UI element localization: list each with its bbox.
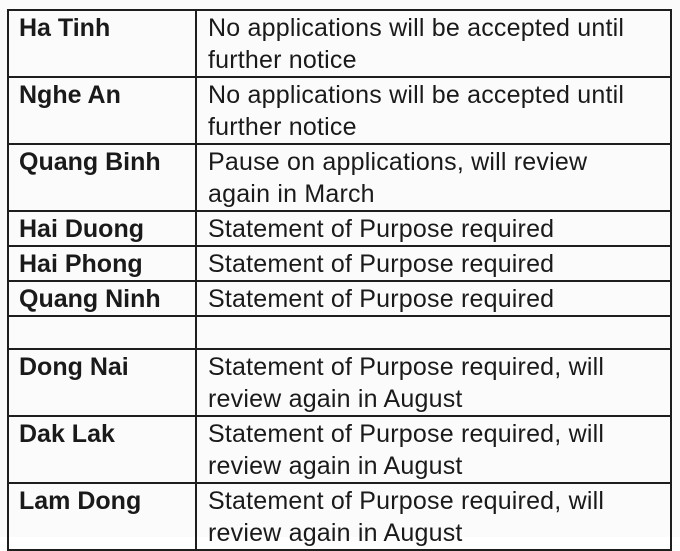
status-cell <box>196 281 671 316</box>
table-row <box>8 349 671 416</box>
province-policy-table <box>7 9 672 551</box>
province-cell: Hai Phong <box>8 246 196 281</box>
status-line: further notice <box>208 46 357 74</box>
status-line: Statement of Purpose required, will <box>208 353 605 381</box>
status-line: further notice <box>208 113 357 141</box>
status-line: review again in August <box>208 385 463 413</box>
table-row <box>8 281 671 316</box>
status-line: again in March <box>208 180 375 208</box>
status-line: Pause on applications, will review <box>208 148 588 176</box>
province-cell: Lam Dong <box>8 483 196 550</box>
status-cell <box>196 144 671 211</box>
status-cell <box>196 483 671 550</box>
table-row <box>8 144 671 211</box>
status-line: Statement of Purpose required <box>208 285 555 313</box>
province-cell: Ha Tinh <box>8 10 196 77</box>
status-cell <box>196 211 671 246</box>
status-line: No applications will be accepted until <box>208 14 625 42</box>
province-cell: Hai Duong <box>8 211 196 246</box>
table-row <box>8 77 671 144</box>
status-line: Statement of Purpose required, will <box>208 420 605 448</box>
table-row <box>8 211 671 246</box>
table-row-empty <box>8 316 671 349</box>
table-row <box>8 483 671 550</box>
status-line: Statement of Purpose required, will <box>208 487 605 515</box>
status-line: review again in August <box>208 452 463 480</box>
status-cell <box>196 246 671 281</box>
table-row <box>8 416 671 483</box>
status-cell <box>196 316 671 349</box>
status-line: Statement of Purpose required <box>208 250 555 278</box>
province-cell: Quang Binh <box>8 144 196 211</box>
province-cell: Quang Ninh <box>8 281 196 316</box>
status-line: review again in August <box>208 519 463 547</box>
province-cell: Nghe An <box>8 77 196 144</box>
status-line: No applications will be accepted until <box>208 81 625 109</box>
table-row <box>8 10 671 77</box>
status-cell <box>196 416 671 483</box>
province-cell: Dong Nai <box>8 349 196 416</box>
table-row <box>8 246 671 281</box>
status-cell <box>196 349 671 416</box>
province-cell: Dak Lak <box>8 416 196 483</box>
status-line: Statement of Purpose required <box>208 215 555 243</box>
status-cell <box>196 10 671 77</box>
status-cell <box>196 77 671 144</box>
province-cell <box>8 316 196 349</box>
